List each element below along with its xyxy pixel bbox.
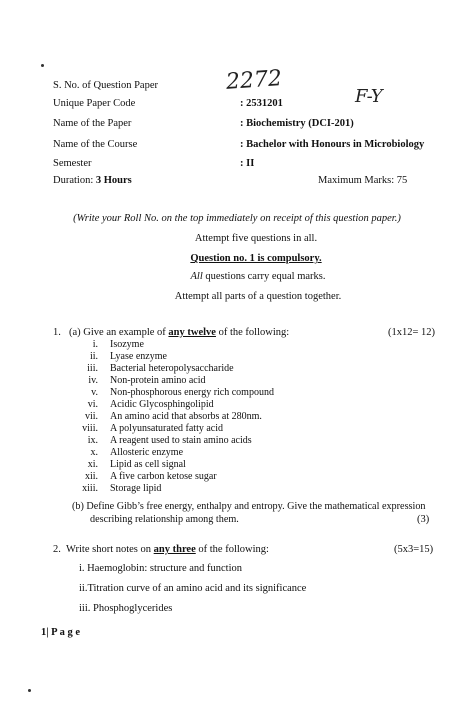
equal-marks-rest: questions carry equal marks.: [202, 271, 326, 282]
unique-code-value: : 2531201: [240, 98, 283, 109]
list-item-text: Storage lipid: [110, 483, 162, 494]
paper-name-label: Name of the Paper: [53, 118, 132, 129]
list-item-text: Isozyme: [110, 339, 144, 350]
question-2-text: [66, 544, 269, 556]
question-2-item: iii. Phosphoglycerides: [79, 603, 173, 614]
list-item-number: x.: [90, 447, 98, 458]
question-1-number: 1.: [53, 327, 61, 338]
compulsory-instruction: Question no. 1 is compulsory.: [190, 253, 322, 264]
question-1a-marks: (1x12= 12): [388, 327, 436, 338]
list-item-number: iv.: [88, 375, 98, 386]
paper-name-value: : Biochemistry (DCI-201): [240, 118, 354, 129]
list-item-text: A reagent used to stain amino acids: [110, 435, 252, 446]
list-item-text: A five carbon ketose sugar: [110, 471, 217, 482]
semester-label: Semester: [53, 158, 92, 169]
page-word: | P a g e: [46, 627, 81, 638]
unique-code-label: Unique Paper Code: [53, 98, 136, 109]
list-item-number: xi.: [87, 459, 98, 470]
list-item-number: ix.: [87, 435, 98, 446]
list-item-text: Non-phosphorous energy rich compound: [110, 387, 274, 398]
max-marks-value: 75: [396, 175, 408, 186]
list-item-number: vii.: [84, 411, 98, 422]
handwritten-paper-code: 2272: [225, 66, 283, 95]
ink-speck: [28, 689, 31, 692]
duration-value: 3 Hours: [95, 175, 132, 186]
q1a-prefix: (a) Give an example of: [69, 327, 169, 338]
list-item-number: xii.: [84, 471, 98, 482]
all-parts-instruction: Attempt all parts of a question together.: [174, 291, 342, 302]
course-name-label: Name of the Course: [53, 139, 138, 150]
equal-marks-instruction: [0, 271, 474, 283]
list-item-text: Lyase enzyme: [110, 351, 167, 362]
list-item-text: An amino acid that absorbs at 280nm.: [110, 411, 262, 422]
question-2-item: i. Haemoglobin: structure and function: [79, 563, 243, 574]
page-number: 1: [41, 627, 47, 638]
q2-prefix: Write short notes on: [66, 544, 154, 555]
question-1b-marks: (3): [417, 514, 430, 525]
question-2-number: 2.: [53, 544, 61, 555]
list-item-text: Bacterial heteropolysaccharide: [110, 363, 234, 374]
list-item-number: viii.: [82, 423, 98, 434]
question-1b-text-line1: (b) Define Gibb’s free energy, enthalpy and entropy. Give the mathematical expression: [72, 501, 426, 512]
list-item-number: vi.: [87, 399, 98, 410]
question-1a-text: [69, 327, 289, 339]
page-footer: [41, 627, 80, 639]
semester-value: : II: [240, 158, 255, 169]
maximum-marks: [318, 175, 407, 187]
duration-label: Duration:: [53, 175, 96, 186]
list-item-number: ii.: [89, 351, 98, 362]
list-item-text: Non-protein amino acid: [110, 375, 206, 386]
q1a-suffix: of the following:: [215, 327, 290, 338]
question-1b-text-line2: describing relationship among them.: [90, 514, 239, 525]
list-item-number: iii.: [87, 363, 98, 374]
question-2-item: ii.Titration curve of an amino acid and its significance: [79, 583, 307, 594]
handwritten-set-mark: F-Y: [355, 86, 383, 107]
equal-marks-emphasis: All: [190, 271, 203, 282]
duration: [53, 175, 132, 187]
list-item-number: i.: [92, 339, 98, 350]
attempt-five-instruction: Attempt five questions in all.: [194, 233, 318, 244]
list-item-text: Allosteric enzyme: [110, 447, 184, 458]
q2-emphasis: any three: [153, 544, 196, 555]
list-item-number: v.: [91, 387, 98, 398]
list-item-text: Acidic Glycosphingolipid: [110, 399, 214, 410]
q1a-emphasis: any twelve: [168, 327, 216, 338]
list-item-text: A polyunsaturated fatty acid: [110, 423, 224, 434]
q2-suffix: of the following:: [195, 544, 269, 555]
max-marks-label: Maximum Marks:: [318, 175, 397, 186]
ink-speck: [41, 64, 44, 67]
course-name-value: : Bachelor with Honours in Microbiology: [240, 139, 425, 150]
list-item-number: xiii.: [82, 483, 98, 494]
s-no-label: S. No. of Question Paper: [53, 80, 158, 91]
question-2-marks: (5x3=15): [394, 544, 434, 555]
list-item-text: Lipid as cell signal: [110, 459, 186, 470]
roll-no-instruction: (Write your Roll No. on the top immediately on receipt of this question paper.): [73, 213, 401, 224]
